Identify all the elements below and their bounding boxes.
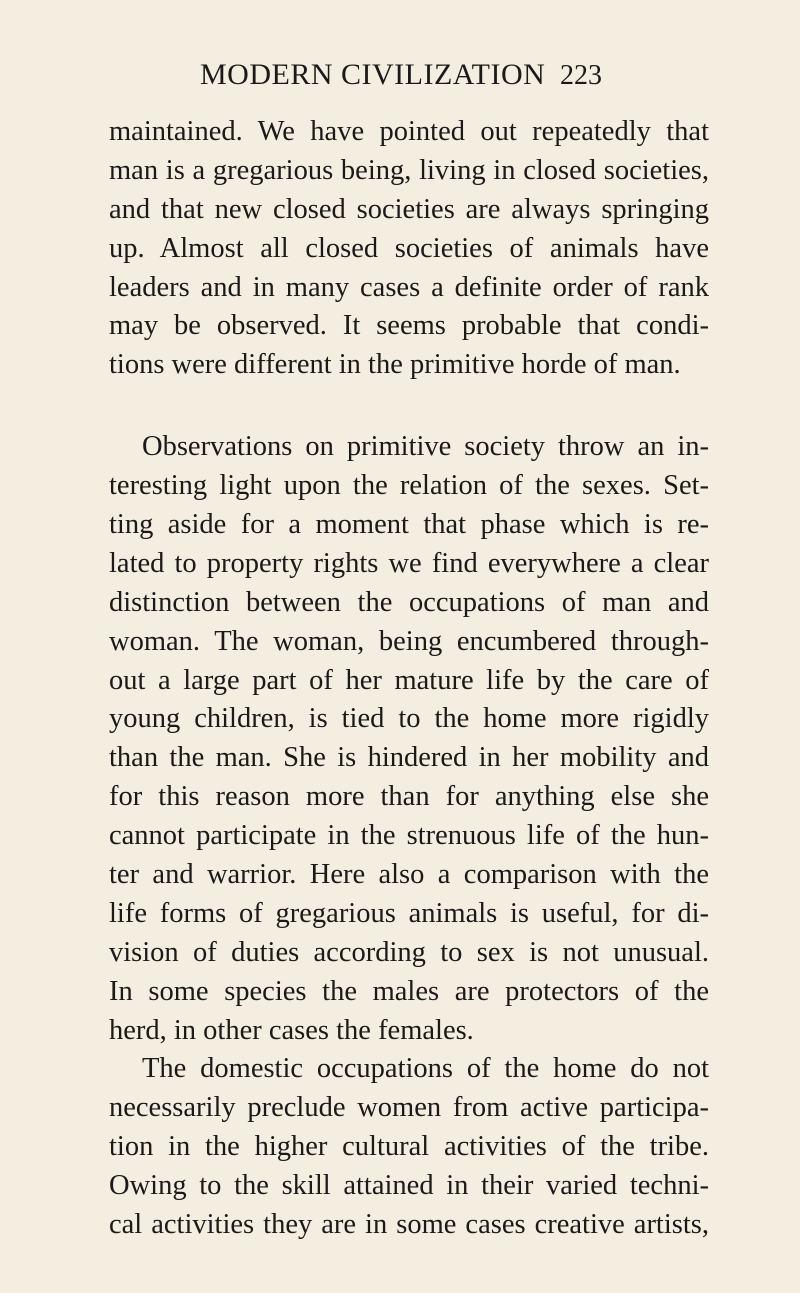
- body-text: [109, 113, 709, 1245]
- text-line: vision of duties according to sex is not unusual.: [109, 936, 709, 968]
- text-line: lated to property rights we find everywhere a clear: [109, 547, 709, 579]
- page-number: 223: [560, 60, 602, 91]
- text-line: distinction between the occupations of man and: [109, 586, 709, 618]
- text-line: and that new closed societies are always springing: [109, 193, 709, 225]
- text-line: teresting light upon the relation of the sexes. Set-: [109, 470, 709, 502]
- text-line: Owing to the skill attained in their varied techni-: [109, 1170, 709, 1202]
- paragraph-1: [109, 113, 709, 385]
- running-title: MODERN CIVILIZATION: [200, 58, 546, 91]
- text-line: The domestic occupations of the home do not: [142, 1053, 709, 1085]
- text-line: maintained. We have pointed out repeatedly that: [109, 116, 709, 147]
- text-line: man is a gregarious being, living in closed societies,: [109, 154, 709, 186]
- text-line: tion in the higher cultural activities of the tribe.: [109, 1131, 709, 1163]
- text-line: out a large part of her mature life by the care of: [109, 664, 709, 696]
- text-line: In some species the males are protectors of the: [109, 975, 709, 1007]
- text-line: may be observed. It seems probable that condi-: [109, 310, 709, 342]
- paragraph-2: [109, 428, 709, 1050]
- text-line: life forms of gregarious animals is useful, for di-: [109, 897, 709, 929]
- text-line: than the man. She is hindered in her mobility and: [109, 742, 709, 774]
- text-line: cal activities they are in some cases creative artists,: [109, 1209, 709, 1241]
- paragraph-3: [109, 1050, 709, 1244]
- text-line: tions were different in the primitive horde of man.: [109, 349, 681, 381]
- text-line: necessarily preclude women from active participa-: [109, 1092, 709, 1124]
- page-header: [200, 58, 600, 98]
- text-line: young children, is tied to the home more rigidly: [109, 703, 709, 735]
- text-line: for this reason more than for anything else she: [109, 781, 709, 813]
- text-line: herd, in other cases the females.: [109, 1014, 474, 1046]
- paragraph-gap: [109, 385, 709, 428]
- text-line: ter and warrior. Here also a comparison with the: [109, 859, 709, 891]
- text-line: leaders and in many cases a definite order of rank: [109, 271, 709, 303]
- text-line: ting aside for a moment that phase which is re-: [109, 509, 709, 541]
- text-line: woman. The woman, being encumbered through-: [109, 625, 709, 657]
- text-line: Observations on primitive society throw an in-: [142, 431, 709, 463]
- text-line: cannot participate in the strenuous life of the hun-: [109, 820, 709, 852]
- text-line: up. Almost all closed societies of animals have: [109, 232, 709, 264]
